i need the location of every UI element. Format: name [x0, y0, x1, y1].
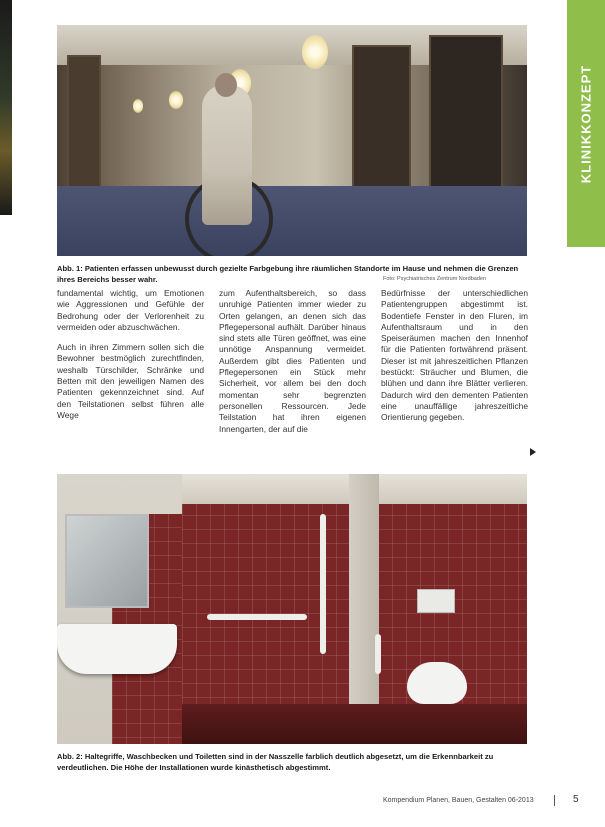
- washbasin: [57, 624, 177, 674]
- page-number: 5: [573, 794, 579, 805]
- text-column-1: [57, 288, 204, 430]
- shower-floor: [182, 704, 527, 744]
- wall-lamp: [169, 91, 183, 109]
- continue-arrow-icon: [530, 448, 536, 456]
- paragraph: Bedürfnisse der unterschiedlichen Patientengruppen abgestimmt ist. Bodentiefe Fenster in den Fluren, im Aufenthaltsraum und in den Speiseräumen machen den Innenhof für die Patienten fortwährend präsent. Dieser ist mit jahreszeitlichen Pflanzen bestückt: Sträucher und Blumen, die blühen und dann ihre Blätter verlieren. Dadurch wird den dementen Patienten eine unauffällige jahreszeitliche Orientierung gegeben.: [381, 288, 528, 423]
- figure-1-caption: Abb. 1: Patienten erfassen unbewusst durch gezielte Farbgebung ihre räumlichen Standorte im Hause und nehmen die Grenzen ihres Bereichs besser wahr.: [57, 264, 519, 284]
- mirror: [65, 514, 149, 608]
- text-column-2: [219, 288, 366, 444]
- wall-lamp: [302, 35, 328, 69]
- paragraph: zum Aufenthaltsbereich, so dass unruhige Patienten immer wieder zu Orten gelangen, an denen sich das Pflegepersonal aufhält. Darüber hinaus sind stets alle Türen geöffnet, was eine unnötige Anspannung vermeidet. Außerdem gibt dies Patienten und Pflegepersonen ein Stück mehr Sicherheit, vor allem bei den doch momentan sehr begrenzten personellen Ressourcen. Jede Teilstation hat ihren eigenen Innengarten, der auf die: [219, 288, 366, 434]
- section-tab: [567, 0, 605, 247]
- figure-1-credit: Foto: Psychiatrisches Zentrum Nordbaden: [383, 276, 487, 282]
- left-edge-photo-strip: [0, 0, 12, 215]
- text-column-3: [381, 288, 528, 433]
- paragraph: fundamental wichtig, um Emotionen wie Aggressionen und Gefühle der Bedrohung oder der Verlorenheit zu vermeiden oder abzuschwächen.: [57, 288, 204, 332]
- figure-2-photo-bathroom: [57, 474, 527, 744]
- grab-rail: [375, 634, 381, 674]
- paragraph: Auch in ihren Zimmern sollen sich die Bewohner bestmöglich zurechtfinden, weshalb Türschilder, Schränke und Betten mit den jeweiligen Namen des Patienten gekennzeichnet sind. Auf den Teilstationen selbst führen alle Wege: [57, 342, 204, 420]
- figure-2-caption: Abb. 2: Haltegriffe, Waschbecken und Toiletten sind in der Nasszelle farblich deutlich abgesetzt, um die Erkennbarkeit zu verdeutlichen. Die Höhe der Installationen wurde kinästhetisch abgestimmt.: [57, 752, 494, 772]
- grab-rail: [320, 514, 326, 654]
- nurse-figure: [202, 85, 252, 225]
- flush-plate: [417, 589, 455, 613]
- wall-lamp: [133, 99, 143, 113]
- footer-separator: [554, 795, 555, 806]
- toilet: [407, 662, 467, 704]
- figure-1-photo-corridor: [57, 25, 527, 256]
- footer-publication: Kompendium Planen, Bauen, Gestalten 06-2013: [383, 797, 534, 804]
- nurse-head: [215, 73, 237, 97]
- corridor-floor: [57, 186, 527, 256]
- section-tab-label: KLINIKKONZEPT: [578, 64, 594, 183]
- grab-rail: [207, 614, 307, 620]
